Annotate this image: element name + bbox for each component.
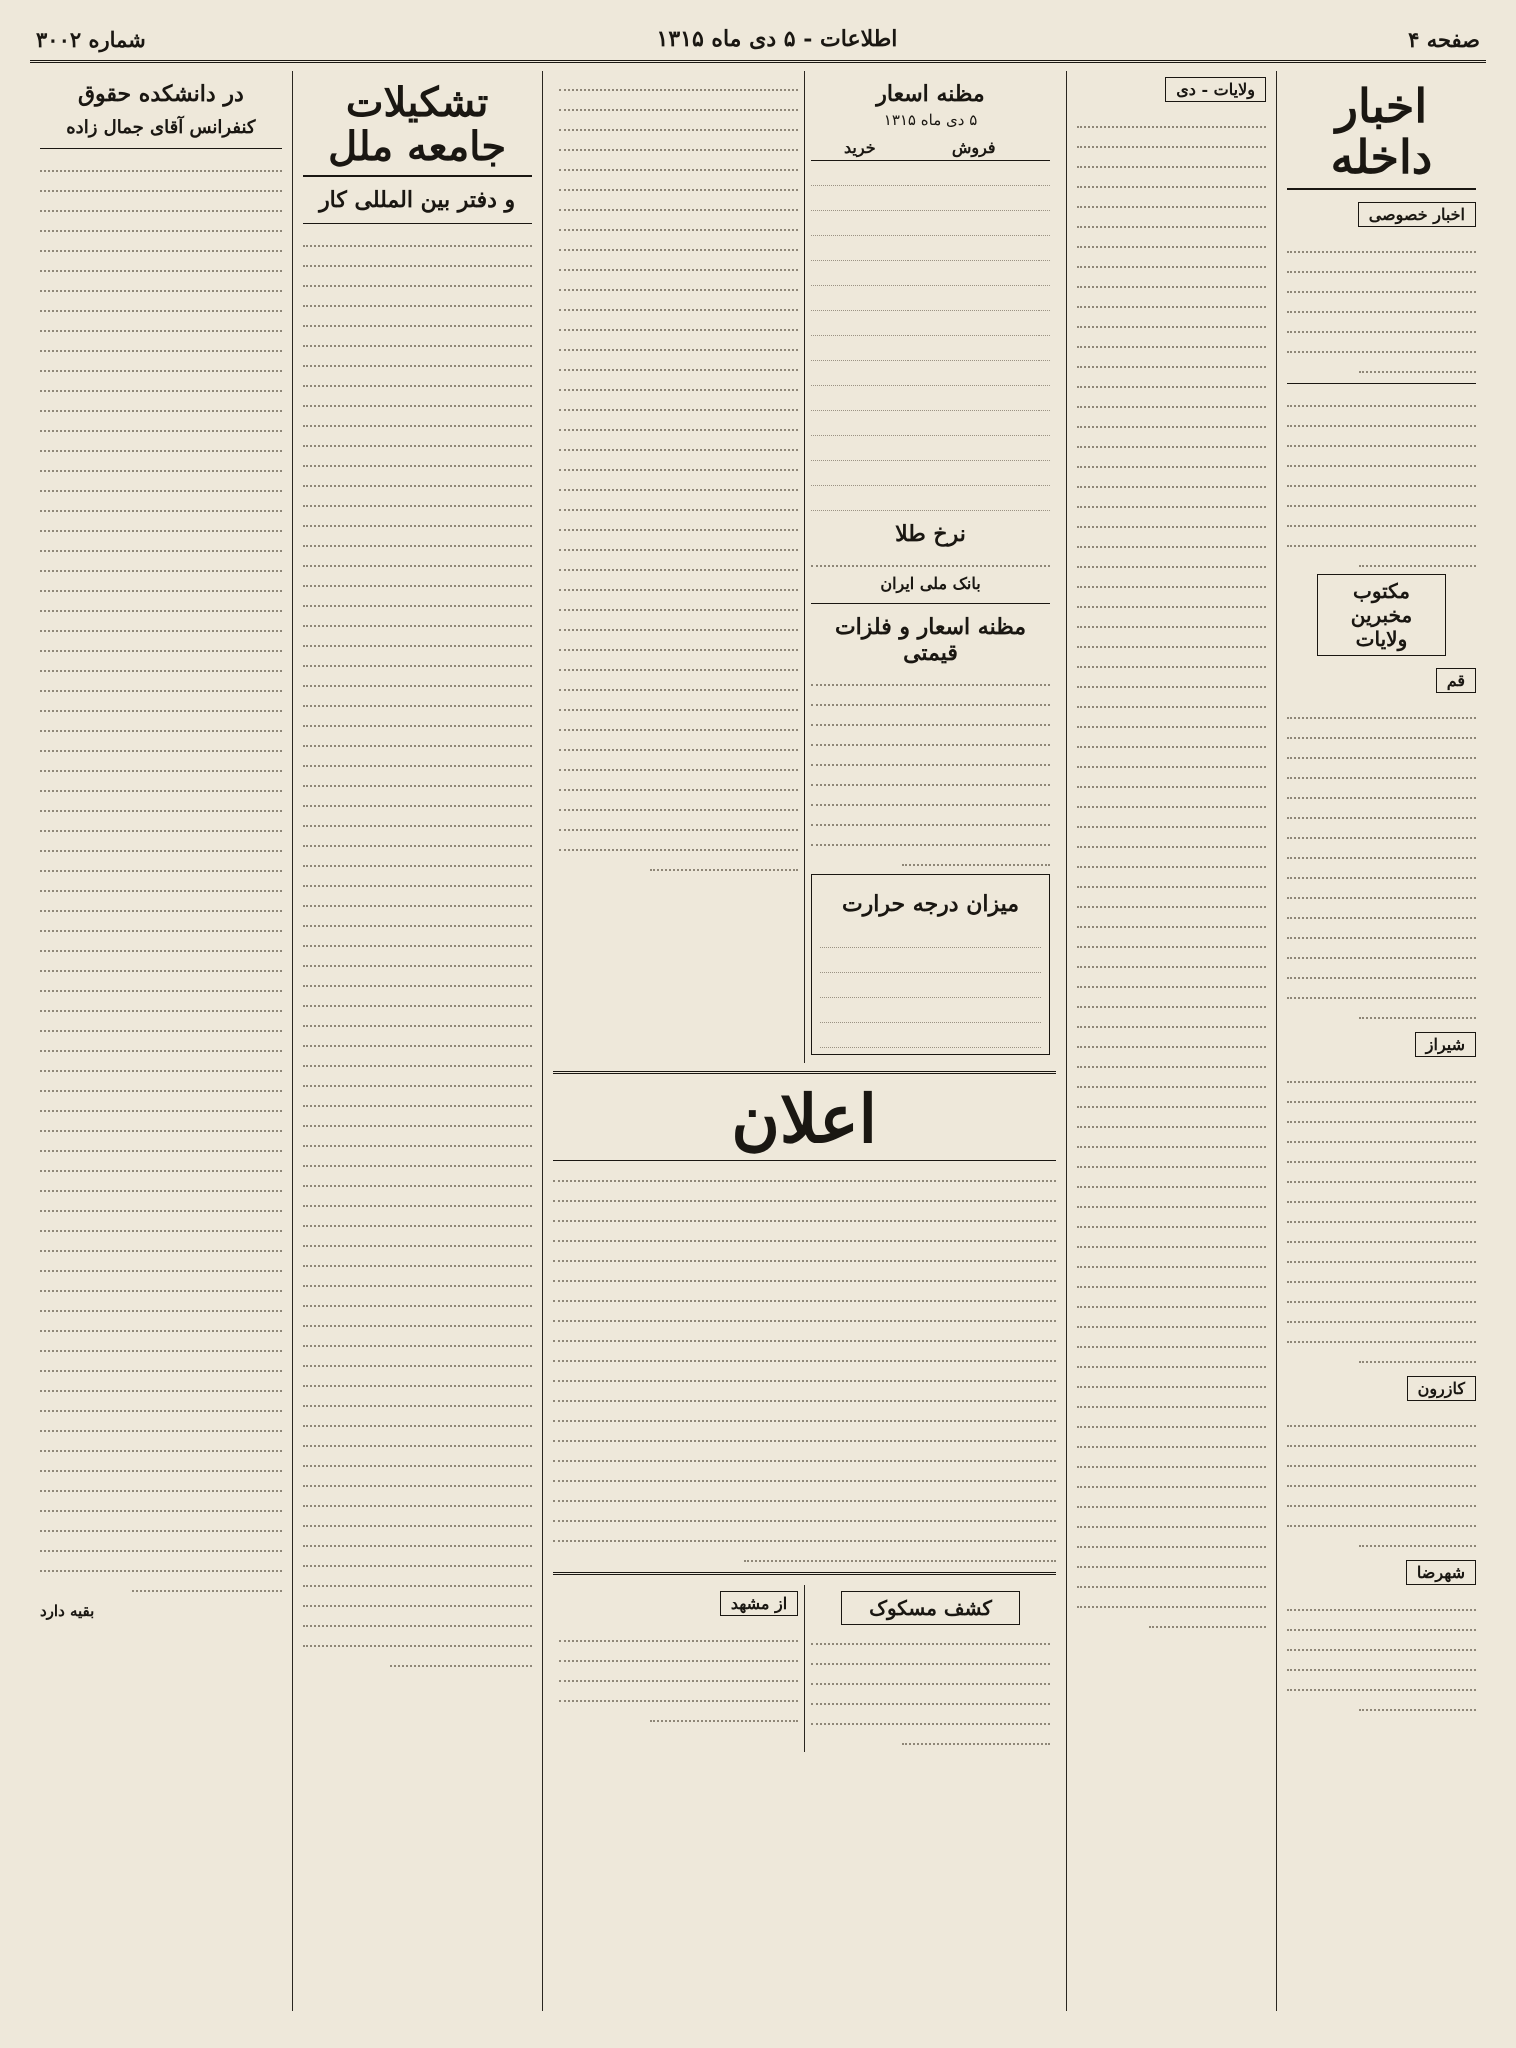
national-bank: بانک ملی ایران <box>880 574 981 593</box>
article-body <box>40 159 282 1592</box>
page-number: صفحه ۴ <box>1408 26 1480 52</box>
law-subheading: کنفرانس آقای جمال زاده <box>66 117 256 138</box>
sell-header: فروش <box>908 135 1038 161</box>
column-domestic-2 <box>1066 71 1276 2011</box>
league-subheading: و دفتر بین المللی کار <box>319 187 516 213</box>
column-law-school <box>30 71 292 2011</box>
temperature-table <box>820 923 1041 1048</box>
article-body <box>559 78 799 871</box>
continued-note: بقیه دارد <box>40 1602 95 1620</box>
columns <box>30 71 1486 2011</box>
mashhad-label: از مشهد <box>720 1591 798 1616</box>
column-league <box>292 71 542 2011</box>
masthead <box>30 22 1486 63</box>
article-body <box>811 1632 1050 1745</box>
masthead-title: اطلاعات - ۵ دی ماه ۱۳۱۵ <box>656 26 898 52</box>
provinces-continued <box>553 71 805 1063</box>
gold-heading: نرخ طلا <box>895 521 966 547</box>
announcement-body <box>553 1169 1056 1562</box>
bottom-split <box>553 1585 1056 1752</box>
league-heading: تشکیلات جامعه ملل <box>303 71 532 177</box>
shiraz-label: شیراز <box>1415 1032 1476 1057</box>
announcement-heading: اعلان <box>553 1071 1056 1161</box>
kashf-heading: کشف مسکوک <box>841 1591 1020 1625</box>
correspondents-heading: مکتوب مخبرین ولایات <box>1317 574 1446 656</box>
mashhad-section <box>553 1585 805 1752</box>
shahreza-label: شهرضا <box>1406 1560 1476 1585</box>
kashf-section <box>804 1585 1056 1752</box>
rates-section <box>804 71 1056 1063</box>
domestic-heading: اخبار داخله <box>1287 71 1476 190</box>
provinces-label: ولایات - دی <box>1165 77 1266 102</box>
rates-heading: مظنه اسعار <box>876 81 985 107</box>
article-body <box>1287 1598 1476 1711</box>
column-domestic-1 <box>1276 71 1486 2011</box>
special-news-label: اخبار خصوصی <box>1358 202 1476 227</box>
article-body <box>303 234 532 1667</box>
temperature-box <box>811 874 1050 1055</box>
temperature-heading: میزان درجه حرارت <box>841 891 1020 917</box>
rates-split <box>553 71 1056 1063</box>
metals-heading: مظنه اسعار و فلزات قیمتی <box>834 614 1027 666</box>
article-body <box>1287 1070 1476 1363</box>
issue-number: شماره ۳۰۰۲ <box>36 26 146 52</box>
article-body <box>1077 115 1266 1628</box>
article-body <box>1287 706 1476 1019</box>
column-rates-and-ad <box>542 71 1066 2011</box>
article-body <box>1287 394 1476 567</box>
buy-header: خرید <box>811 135 908 161</box>
qom-label: قم <box>1436 668 1476 693</box>
article-body <box>1287 240 1476 373</box>
law-heading: در دانشکده حقوق <box>77 81 244 107</box>
article-body <box>559 1629 799 1722</box>
metals-body <box>811 673 1050 866</box>
kazerun-label: کازرون <box>1407 1376 1476 1401</box>
rates-table <box>811 135 1050 511</box>
rates-date: ۵ دی ماه ۱۳۱۵ <box>883 111 978 129</box>
article-body <box>1287 1414 1476 1547</box>
